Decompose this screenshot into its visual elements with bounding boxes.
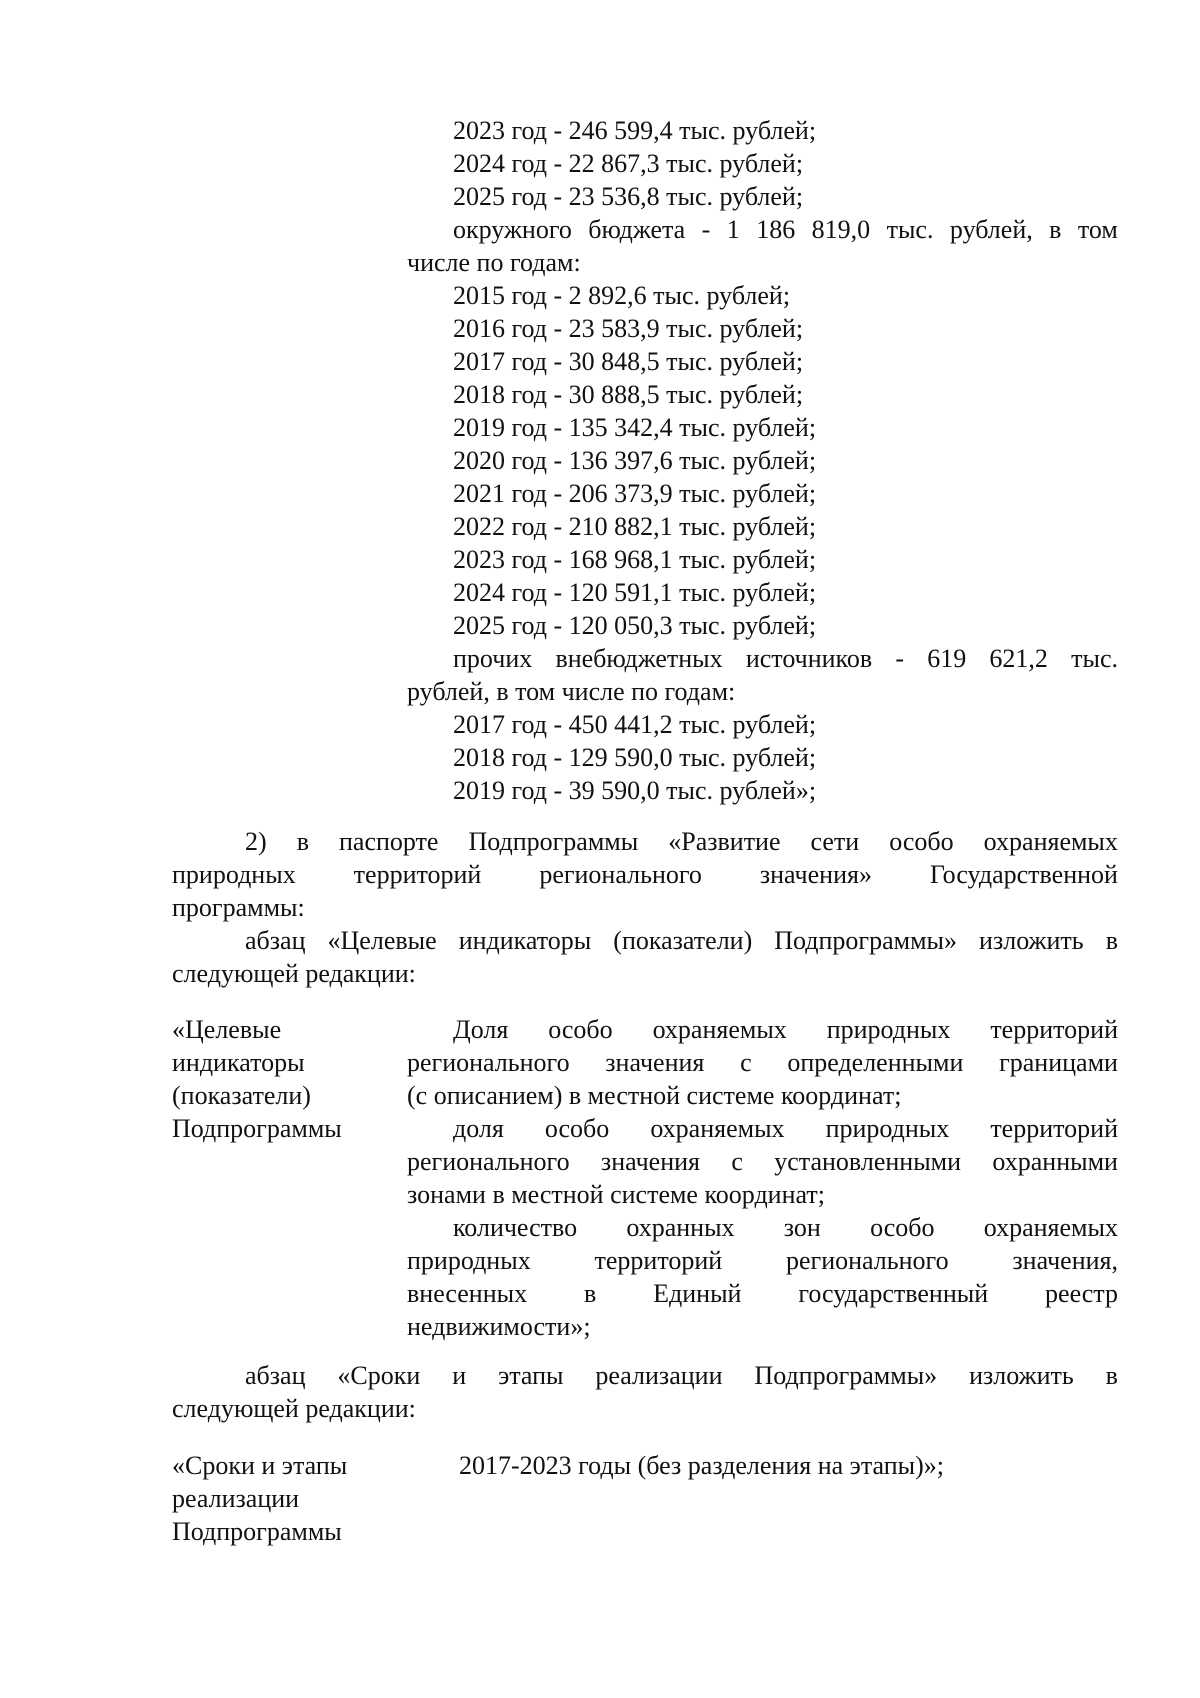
indicator-line: недвижимости»;: [407, 1312, 591, 1341]
extrabudget-year-line: 2017 год - 450 441,2 тыс. рублей;: [453, 710, 817, 739]
word: изложить: [979, 926, 1084, 955]
indicator-line: (с описанием) в местной системе координат;: [407, 1081, 902, 1110]
indicator-line: [407, 1245, 1118, 1277]
word: 819,0: [811, 215, 871, 244]
district-budget-year-line: 2021 год - 206 373,9 тыс. рублей;: [453, 479, 817, 508]
word: прочих: [453, 644, 533, 673]
terms-value: 2017-2023 годы (без разделения на этапы)»;: [459, 1451, 944, 1480]
word: внесенных: [407, 1279, 528, 1308]
indicator-line: [453, 1014, 1118, 1046]
district-budget-year-line: 2016 год - 23 583,9 тыс. рублей;: [453, 314, 804, 343]
word: особо: [889, 827, 954, 856]
word: Государственной: [929, 860, 1118, 889]
district-budget-year-line: 2020 год - 136 397,6 тыс. рублей;: [453, 446, 817, 475]
word: в: [1049, 215, 1062, 244]
indicator-line: [407, 1047, 1118, 1079]
district-budget-year-line: 2022 год - 210 882,1 тыс. рублей;: [453, 512, 817, 541]
word: установленными: [774, 1147, 962, 1176]
word: Подпрограммы»: [774, 926, 958, 955]
word: рублей,: [949, 215, 1033, 244]
indicator-line: [453, 1113, 1118, 1145]
word: территорий: [990, 1114, 1118, 1143]
word: зон: [783, 1213, 821, 1242]
word: значения: [600, 1147, 701, 1176]
word: в: [583, 1279, 597, 1308]
district-budget-year-line: 2018 год - 30 888,5 тыс. рублей;: [453, 380, 804, 409]
word: значения»: [759, 860, 872, 889]
indicator-line: [407, 1278, 1118, 1310]
extrabudget-year-line: 2018 год - 129 590,0 тыс. рублей;: [453, 743, 817, 772]
word: Подпрограммы»: [754, 1361, 938, 1390]
terms-label-line: реализации: [172, 1484, 300, 1513]
abzac-terms-line-1: [245, 1360, 1118, 1392]
word: территорий: [353, 860, 482, 889]
word: «Развитие: [668, 827, 781, 856]
abzac-indicators-line-1: [245, 925, 1118, 957]
word: (показатели): [613, 926, 753, 955]
word: -: [701, 215, 711, 244]
word: изложить: [969, 1361, 1074, 1390]
word: охраняемых: [983, 827, 1118, 856]
word: охранных: [626, 1213, 735, 1242]
district-budget-year-line: 2017 год - 30 848,5 тыс. рублей;: [453, 347, 804, 376]
word: Доля: [453, 1015, 509, 1044]
word: источников: [745, 644, 873, 673]
word: количество: [453, 1213, 578, 1242]
district-budget-heading-line-2: числе по годам:: [407, 248, 581, 277]
regional-budget-year-line: 2025 год - 23 536,8 тыс. рублей;: [453, 182, 804, 211]
word: с: [740, 1048, 752, 1077]
word: в: [296, 827, 309, 856]
terms-label-line: «Сроки и этапы: [172, 1451, 348, 1480]
word: 1: [726, 215, 740, 244]
word: границами: [999, 1048, 1118, 1077]
regional-budget-year-line: 2023 год - 246 599,4 тыс. рублей;: [453, 116, 817, 145]
word: 619: [927, 644, 967, 673]
word: территорий: [990, 1015, 1118, 1044]
indicators-label-line: индикаторы: [172, 1048, 305, 1077]
word: особо: [870, 1213, 935, 1242]
word: внебюджетных: [555, 644, 723, 673]
abzac-indicators-line-2: следующей редакции:: [172, 959, 416, 988]
word: природных: [407, 1246, 531, 1275]
word: Единый: [653, 1279, 742, 1308]
district-budget-year-line: 2023 год - 168 968,1 тыс. рублей;: [453, 545, 817, 574]
word: Подпрограммы: [468, 827, 639, 856]
district-budget-year-line: 2025 год - 120 050,3 тыс. рублей;: [453, 611, 817, 640]
word: окружного: [453, 215, 572, 244]
word: государственный: [798, 1279, 989, 1308]
word: бюджета: [588, 215, 686, 244]
word: индикаторы: [458, 926, 592, 955]
word: в: [1105, 926, 1118, 955]
word: «Сроки: [337, 1361, 421, 1390]
district-budget-heading-line: [453, 214, 1118, 246]
word: с: [731, 1147, 743, 1176]
word: -: [895, 644, 905, 673]
word: этапы: [498, 1361, 564, 1390]
district-budget-year-line: 2024 год - 120 591,1 тыс. рублей;: [453, 578, 817, 607]
word: регионального: [786, 1246, 949, 1275]
indicators-label-line: Подпрограммы: [172, 1114, 342, 1143]
word: значения,: [1012, 1246, 1118, 1275]
word: особо: [544, 1114, 610, 1143]
word: охраняемых: [652, 1015, 787, 1044]
word: абзац: [245, 926, 306, 955]
word: паспорте: [338, 827, 439, 856]
word: охранными: [992, 1147, 1118, 1176]
abzac-terms-line-2: следующей редакции:: [172, 1394, 416, 1423]
extrabudget-heading-line: [453, 643, 1118, 675]
word: значения: [605, 1048, 705, 1077]
word: охраняемых: [983, 1213, 1118, 1242]
indicator-line: [407, 1146, 1118, 1178]
extrabudget-heading-line-2: рублей, в том числе по годам:: [407, 677, 736, 706]
section-2-heading-line-1: [245, 826, 1118, 858]
word: регионального: [539, 860, 702, 889]
indicators-label-line: (показатели): [172, 1081, 311, 1110]
word: доля: [453, 1114, 504, 1143]
word: в: [1105, 1361, 1118, 1390]
indicator-line: зонами в местной системе координат;: [407, 1180, 825, 1209]
terms-label-line: Подпрограммы: [172, 1517, 342, 1546]
word: регионального: [407, 1048, 570, 1077]
word: регионального: [407, 1147, 570, 1176]
word: сети: [810, 827, 860, 856]
section-2-heading-line-2: [172, 859, 1118, 891]
word: «Целевые: [327, 926, 437, 955]
word: особо: [548, 1015, 613, 1044]
word: территорий: [594, 1246, 723, 1275]
word: определенными: [787, 1048, 964, 1077]
word: природных: [172, 860, 296, 889]
word: природных: [825, 1114, 950, 1143]
word: и: [452, 1361, 467, 1390]
word: реализации: [595, 1361, 723, 1390]
word: охраняемых: [650, 1114, 785, 1143]
word: 186: [756, 215, 796, 244]
word: реестр: [1045, 1279, 1118, 1308]
word: природных: [826, 1015, 951, 1044]
indicators-label-line: «Целевые: [172, 1015, 282, 1044]
district-budget-year-line: 2015 год - 2 892,6 тыс. рублей;: [453, 281, 791, 310]
word: абзац: [245, 1361, 306, 1390]
word: тыс.: [1071, 644, 1118, 673]
regional-budget-year-line: 2024 год - 22 867,3 тыс. рублей;: [453, 149, 804, 178]
indicator-line: [453, 1212, 1118, 1244]
extrabudget-year-line: 2019 год - 39 590,0 тыс. рублей»;: [453, 776, 817, 805]
word: тыс.: [886, 215, 934, 244]
word: том: [1077, 215, 1118, 244]
word: 2): [245, 827, 267, 856]
section-2-heading-line-3: программы:: [172, 893, 305, 922]
word: 621,2: [989, 644, 1048, 673]
district-budget-year-line: 2019 год - 135 342,4 тыс. рублей;: [453, 413, 817, 442]
